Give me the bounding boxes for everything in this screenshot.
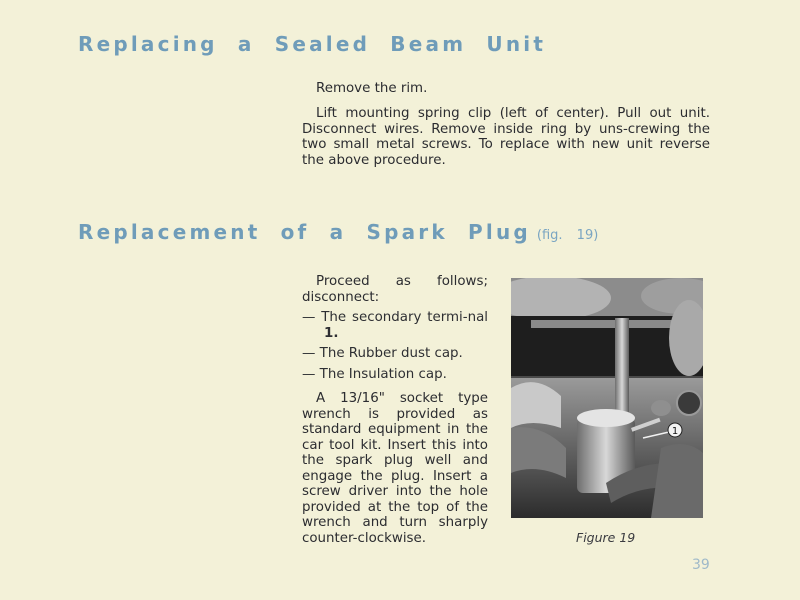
callout-number: 1	[671, 426, 679, 437]
list-item-rubber-dust-cap: — The Rubber dust cap.	[302, 346, 463, 361]
spark-plug-intro: Proceed as follows; disconnect:	[302, 274, 488, 305]
figure-caption: Figure 19	[576, 530, 636, 545]
spark-plug-title-text: Replacement of a Spark Plug	[78, 220, 531, 244]
terminal-number: 1.	[324, 325, 339, 341]
sealed-beam-procedure: Lift mounting spring clip (left of center). Pull out unit. Disconnect wires. Remove inside ring by uns-crewing the two small metal screws. To replace with new unit reverse the above procedure.	[302, 106, 710, 168]
sealed-beam-step-remove-rim: Remove the rim.	[316, 81, 428, 96]
section-title-sealed-beam: Replacing a Sealed Beam Unit	[78, 32, 547, 56]
spark-plug-wrench-instructions: A 13/16" socket type wrench is provided as standard equipment in the car tool kit. Insert this into the spark plug well and engage the plug. Insert a screw driver into the hole provided at the top of the wrench and turn sharply counter-clockwise.	[302, 391, 488, 546]
figure-reference: (fig. 19)	[536, 228, 599, 243]
list-item-insulation-cap: — The Insulation cap.	[302, 367, 447, 382]
section-title-spark-plug	[78, 220, 598, 244]
engine-photo-illustration	[511, 278, 703, 518]
page-number: 39	[692, 557, 710, 573]
list-item-text: — The secondary termi-nal	[302, 310, 488, 325]
engine-photo	[511, 278, 703, 518]
list-item-secondary-terminal	[302, 310, 488, 341]
